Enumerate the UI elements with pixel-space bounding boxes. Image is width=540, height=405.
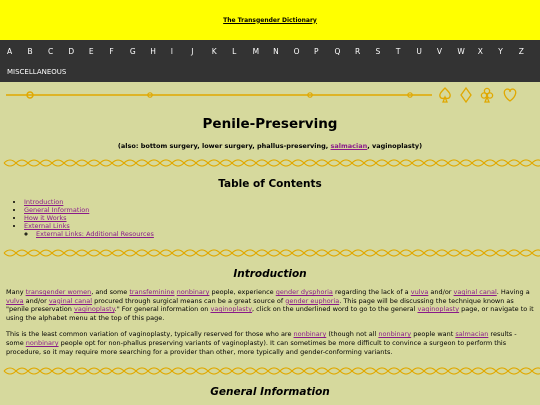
toc-link-how-it-works[interactable]: How it Works bbox=[24, 214, 67, 222]
nav-letter-c[interactable]: C bbox=[47, 46, 54, 56]
nav-letter-l[interactable]: L bbox=[232, 46, 237, 56]
link-transfeminine[interactable]: transfeminine bbox=[129, 288, 175, 296]
nav-letter-p[interactable]: P bbox=[314, 46, 319, 56]
diamond-ornament-icon bbox=[461, 88, 471, 102]
link-gender-dysphoria[interactable]: gender dysphoria bbox=[275, 288, 333, 296]
nav-letter-w[interactable]: W bbox=[457, 46, 465, 56]
link-nonbinary[interactable]: nonbinary bbox=[378, 330, 412, 339]
link-nonbinary[interactable]: nonbinary bbox=[293, 330, 327, 339]
nav-letter-d[interactable]: D bbox=[68, 46, 75, 56]
link-vulva[interactable]: vulva bbox=[410, 288, 429, 296]
link-transgender-women[interactable]: transgender women bbox=[25, 288, 92, 296]
nav-letter-h[interactable]: H bbox=[150, 46, 156, 56]
alias-link-salmacian[interactable]: salmacian bbox=[330, 142, 368, 150]
link-salmacian[interactable]: salmacian bbox=[455, 330, 489, 339]
toc-heading: Table of Contents bbox=[218, 178, 322, 190]
link-vaginoplasty[interactable]: vaginoplasty bbox=[417, 305, 460, 314]
page-title: Penile-Preserving bbox=[202, 116, 338, 132]
spade-ornament-icon bbox=[440, 88, 450, 102]
nav-letter-j[interactable]: J bbox=[191, 46, 194, 56]
nav-miscellaneous[interactable]: MISCELLANEOUS bbox=[7, 68, 67, 76]
nav-letter-s[interactable]: S bbox=[375, 46, 381, 56]
link-nonbinary[interactable]: nonbinary bbox=[176, 288, 210, 296]
nav-letter-f[interactable]: F bbox=[109, 46, 114, 56]
alphabet-row bbox=[4, 40, 536, 62]
chain-divider bbox=[0, 364, 540, 378]
ornament-divider bbox=[0, 82, 540, 112]
link-gender-euphoria[interactable]: gender euphoria bbox=[285, 296, 340, 305]
section-heading-introduction: Introduction bbox=[233, 268, 307, 280]
link-vaginoplasty[interactable]: vaginoplasty bbox=[73, 305, 115, 314]
link-vaginal-canal[interactable]: vaginal canal bbox=[48, 296, 93, 305]
nav-letter-b[interactable]: B bbox=[27, 46, 33, 56]
link-vaginal-canal[interactable]: vaginal canal bbox=[453, 288, 497, 296]
chain-divider bbox=[0, 246, 540, 260]
section-heading-general-information: General Information bbox=[210, 386, 330, 399]
aliases-line: (also: bottom surgery, lower surgery, phallus-preserving, salmacian, vaginoplasty) bbox=[117, 142, 423, 150]
alphabet-menu bbox=[0, 40, 540, 82]
nav-letter-m[interactable]: M bbox=[252, 46, 260, 56]
nav-letter-i[interactable]: I bbox=[170, 46, 173, 56]
nav-letter-q[interactable]: Q bbox=[334, 46, 341, 56]
nav-letter-e[interactable]: E bbox=[88, 46, 94, 56]
link-nonbinary[interactable]: nonbinary bbox=[25, 338, 59, 347]
nav-letter-o[interactable]: O bbox=[293, 46, 300, 56]
heart-ornament-icon bbox=[504, 89, 515, 101]
toc-link-additional-resources[interactable]: External Links: Additional Resources bbox=[36, 230, 154, 238]
intro-paragraph-2: This is the least common variation of vaginoplasty, typically reserved for those who are nonbinary (though not all nonbinary people want salmacian results - some nonbinary people opt for non-phallus preserving variants of vaginoplasty). It can sometimes be more difficult to convince a surgeon to perform this procedure, so it may require more searching for a provider than other, more typically and gender-conforming variants. bbox=[6, 330, 517, 356]
nav-letter-z[interactable]: Z bbox=[518, 46, 524, 56]
site-header bbox=[0, 0, 540, 40]
chain-divider bbox=[0, 156, 540, 170]
nav-letter-y[interactable]: Y bbox=[498, 46, 503, 56]
toc-link-external-links[interactable]: External Links bbox=[24, 222, 70, 230]
nav-letter-u[interactable]: U bbox=[416, 46, 422, 56]
table-of-contents bbox=[24, 198, 540, 238]
nav-letter-x[interactable]: X bbox=[477, 46, 483, 56]
site-title-link[interactable]: The Transgender Dictionary bbox=[223, 16, 317, 24]
nav-letter-v[interactable]: V bbox=[436, 46, 442, 56]
link-vaginoplasty[interactable]: vaginoplasty bbox=[210, 305, 253, 314]
club-ornament-icon bbox=[481, 88, 492, 102]
nav-letter-t[interactable]: T bbox=[395, 46, 401, 56]
intro-paragraph-1: Many transgender women, and some transfeminine nonbinary people, experience gender dysphoria regarding the lack of a vulva and/or vaginal canal. Having a vulva and/or vaginal canal procured through surgical means can be a great source of gender euphoria. This page will be discussing the technique known as "penile preservation vaginoplasty." For general information on vaginoplasty, click on the underlined word to go to the general vaginoplasty page, or navigate to it using the alphabet menu at the top of this page. bbox=[6, 288, 534, 322]
nav-letter-g[interactable]: G bbox=[129, 46, 136, 56]
toc-link-general-information[interactable]: General Information bbox=[24, 206, 90, 214]
nav-letter-r[interactable]: R bbox=[354, 46, 361, 56]
link-vulva[interactable]: vulva bbox=[6, 296, 24, 305]
nav-letter-n[interactable]: N bbox=[273, 46, 279, 56]
toc-link-introduction[interactable]: Introduction bbox=[24, 198, 64, 206]
nav-letter-k[interactable]: K bbox=[211, 46, 217, 56]
nav-letter-a[interactable]: A bbox=[7, 46, 13, 56]
